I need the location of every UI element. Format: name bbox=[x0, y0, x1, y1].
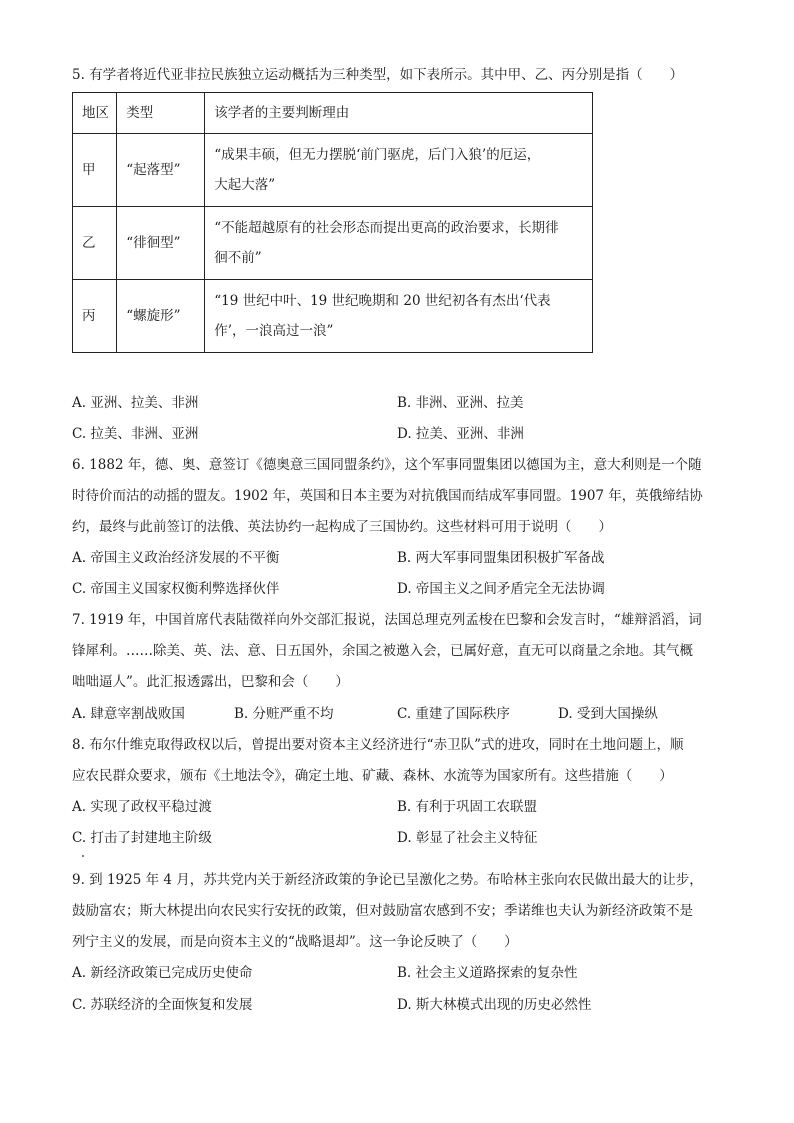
table-row bbox=[73, 134, 593, 207]
table-row bbox=[73, 280, 593, 353]
question-6-line-3: 约，最终与此前签订的法俄、英法协约一起构成了三国协约。这些材料可用于说明（ ） bbox=[72, 519, 612, 535]
question-6-option-b[interactable]: B. 两大军事同盟集团积极扩军备战 bbox=[397, 550, 605, 566]
question-6-line-2: 时待价而沽的动摇的盟友。1902 年，英国和日本主要为对抗俄国而结成军事同盟。1907 年，英俄缔结协 bbox=[72, 488, 703, 504]
table-header-reason: 该学者的主要判断理由 bbox=[205, 93, 593, 134]
question-5-stem: 5. 有学者将近代亚非拉民族独立运动概括为三种类型，如下表所示。其中甲、乙、丙分别是指（ ） bbox=[72, 67, 684, 83]
reason-line-1: “成果丰硕，但无力摆脱‘前门驱虎，后门入狼’的厄运， bbox=[214, 147, 541, 163]
question-5-option-d[interactable]: D. 拉美、亚洲、非洲 bbox=[397, 426, 524, 442]
table-header-region: 地区 bbox=[73, 93, 117, 134]
question-8-line-2: 应农民群众要求，颁布《土地法令》，确定土地、矿藏、森林、水流等为国家所有。这些措施（ ） bbox=[72, 768, 673, 784]
question-7-option-d[interactable]: D. 受到大国操纵 bbox=[558, 706, 658, 722]
reason-line-2: 大起大落” bbox=[214, 177, 276, 193]
question-7-line-3: 咄咄逼人”。此汇报透露出，巴黎和会（ ） bbox=[72, 674, 349, 690]
table-header-type: 类型 bbox=[117, 93, 205, 134]
table-cell-type: “徘徊型” bbox=[117, 207, 205, 280]
question-9-option-a[interactable]: A. 新经济政策已完成历史使命 bbox=[72, 965, 253, 981]
question-8-option-c[interactable]: C. 打击了封建地主阶级 bbox=[72, 830, 212, 846]
question-7-line-2: 锋犀利。……除美、英、法、意、日五国外，余国之被邀入会，已属好意，直无可以商量之余地。其气概 bbox=[72, 643, 693, 659]
question-9-option-b[interactable]: B. 社会主义道路探索的复杂性 bbox=[397, 965, 578, 981]
question-6-option-a[interactable]: A. 帝国主义政治经济发展的不平衡 bbox=[72, 550, 280, 566]
question-9-option-c[interactable]: C. 苏联经济的全面恢复和发展 bbox=[72, 997, 253, 1013]
question-7-option-c[interactable]: C. 重建了国际秩序 bbox=[397, 706, 510, 722]
question-6-line-1: 6. 1882 年，德、奥、意签订《德奥意三国同盟条约》，这个军事同盟集团以德国为主，意大利则是一个随 bbox=[72, 457, 702, 473]
question-5-table bbox=[72, 92, 593, 353]
table-cell-reason bbox=[205, 207, 593, 280]
question-9-line-3: 列宁主义的发展，而是向资本主义的“战略退却”。这一争论反映了（ ） bbox=[72, 934, 518, 950]
question-9-line-2: 鼓励富农；斯大林提出向农民实行安抚的政策，但对鼓励富农感到不安；季诺维也夫认为新经济政策不是 bbox=[72, 903, 693, 919]
question-7-option-a[interactable]: A. 肆意宰割战败国 bbox=[72, 706, 185, 722]
table-row bbox=[73, 207, 593, 280]
question-9-option-d[interactable]: D. 斯大林模式出现的历史必然性 bbox=[397, 997, 592, 1013]
reason-line-1: “不能超越原有的社会形态而提出更高的政治要求，长期徘 bbox=[214, 220, 559, 236]
table-cell-reason bbox=[205, 280, 593, 353]
question-5-option-b[interactable]: B. 非洲、亚洲、拉美 bbox=[397, 395, 524, 411]
stray-dot-mark bbox=[82, 855, 84, 857]
question-6-option-d[interactable]: D. 帝国主义之间矛盾完全无法协调 bbox=[397, 581, 605, 597]
question-5-option-a[interactable]: A. 亚洲、拉美、非洲 bbox=[72, 395, 199, 411]
table-cell-region: 甲 bbox=[73, 134, 117, 207]
question-8-option-a[interactable]: A. 实现了政权平稳过渡 bbox=[72, 799, 212, 815]
reason-line-2: 徊不前” bbox=[214, 250, 262, 266]
question-9-line-1: 9. 到 1925 年 4 月，苏共党内关于新经济政策的争论已呈激化之势。布哈林主张向农民做出最大的让步， bbox=[72, 872, 703, 888]
table-cell-type: “螺旋形” bbox=[117, 280, 205, 353]
table-cell-type: “起落型” bbox=[117, 134, 205, 207]
question-6-option-c[interactable]: C. 帝国主义国家权衡利弊选择伙伴 bbox=[72, 581, 280, 597]
reason-line-2: 作’，一浪高过一浪” bbox=[214, 323, 334, 339]
reason-line-1: “19 世纪中叶、19 世纪晚期和 20 世纪初各有杰出‘代表 bbox=[214, 293, 551, 309]
table-cell-region: 乙 bbox=[73, 207, 117, 280]
question-8-line-1: 8. 布尔什维克取得政权以后，曾提出要对资本主义经济进行“赤卫队”式的进攻，同时在土地问题上，顺 bbox=[72, 737, 684, 753]
question-5-option-c[interactable]: C. 拉美、非洲、亚洲 bbox=[72, 426, 199, 442]
table-cell-region: 丙 bbox=[73, 280, 117, 353]
table-header-row bbox=[73, 93, 593, 134]
question-8-option-d[interactable]: D. 彰显了社会主义特征 bbox=[397, 830, 538, 846]
table-cell-reason bbox=[205, 134, 593, 207]
question-7-line-1: 7. 1919 年，中国首席代表陆徵祥向外交部汇报说，法国总理克列孟梭在巴黎和会发言时，“雄辩滔滔，词 bbox=[72, 612, 702, 628]
question-7-option-b[interactable]: B. 分赃严重不均 bbox=[234, 706, 334, 722]
question-8-option-b[interactable]: B. 有利于巩固工农联盟 bbox=[397, 799, 538, 815]
